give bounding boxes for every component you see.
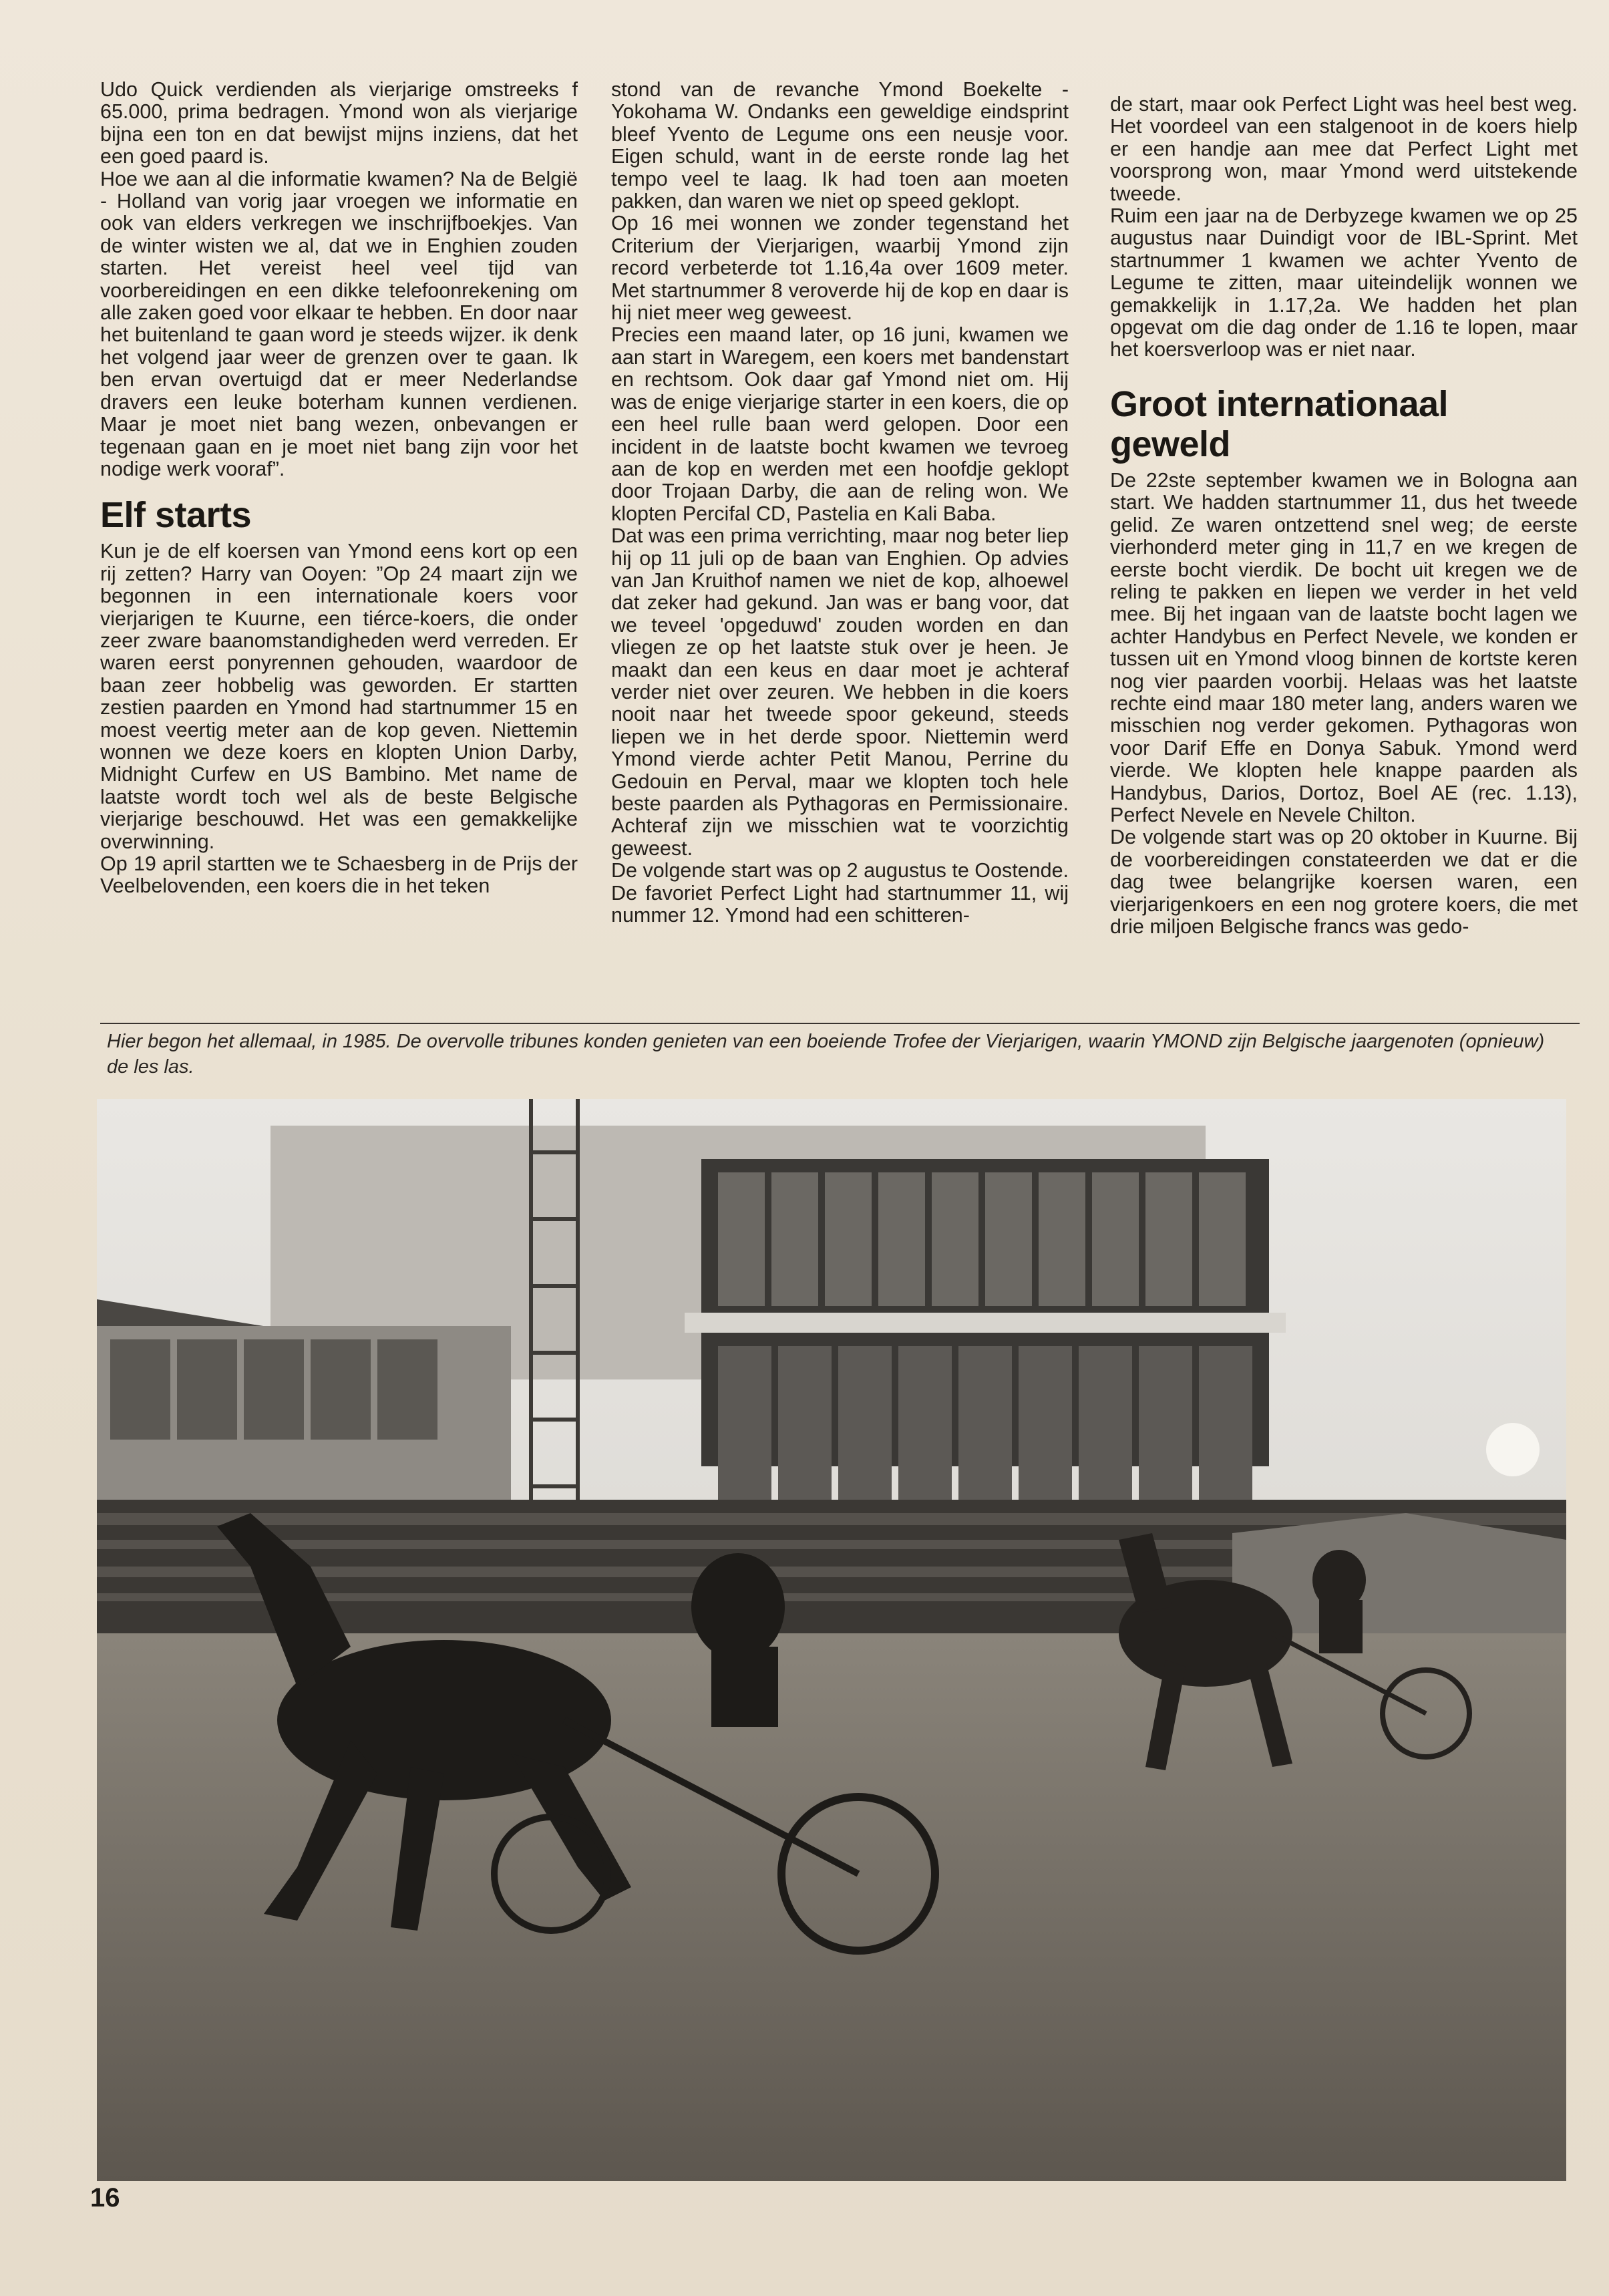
page-number: 16 [90,2183,120,2212]
article-column-3 [1110,94,1578,938]
paragraph: De volgende start was op 2 augustus te Oostende. De favoriet Perfect Light had startnummer 11, wij nummer 12. Ymond had een schitteren- [611,859,1069,927]
paragraph: Precies een maand later, op 16 juni, kwamen we aan start in Waregem, een koers met bandenstart en rechtsom. Ook daar gaf Ymond niet om. Hij was de enige vierjarige starter in een koers, die op een heel rulle baan werd gelopen. Door een incident in de laatste bocht kwamen we tevroeg aan de kop en werden met een hoofdje geklopt door Trojaan Darby, die aan de reling won. We klopten Percifal CD, Pastelia en Kali Baba. [611,323,1069,525]
paragraph: Hoe we aan al die informatie kwamen? Na de België - Holland van vorig jaar vroegen we informatie en ook van elders verkregen we inschrijfboekjes. Van de winter wisten we al, dat we in Enghien zouden starten. Het vereist heel veel tijd van voorbereidingen en een dikke telefoonrekening om alle zaken goed voor elkaar te hebben. En door naar het buitenland te gaan word je steeds wijzer. ik denk het volgend jaar weer de grenzen over te gaan. Ik ben ervan overtuigd dat er meer Nederlandse dravers een leuke boterham kunnen verdienen. Maar je moet niet bang wezen, onbevangen er tegenaan gaan en je moet niet bang zijn voor het nodige werk vooraf”. [100,167,578,480]
photo-caption: Hier begon het allemaal, in 1985. De overvolle tribunes konden genieten van een boeiende Trofee der Vierjarigen, waarin YMOND zijn Belgische jaargenoten (opnieuw) de les las. [107,1031,1545,1078]
paragraph: Op 19 april startten we te Schaesberg in de Prijs der Veelbelovenden, een koers die in het teken [100,852,578,898]
section-heading-elf-starts: Elf starts [100,495,252,536]
paragraph: Udo Quick verdienden als vierjarige omstreeks f 65.000, prima bedragen. Ymond won als vierjarige bijna een ton en dat bewijst mijns inziens, dat het een goed paard is. [100,78,578,168]
harness-racing-photo [97,1099,1566,2181]
paragraph: Dat was een prima verrichting, maar nog beter liep hij op 11 juli op de baan van Enghien. Op advies van Jan Kruithof namen we niet de kop, alhoewel dat zeker had gekund. Jan was er bang voor, dat we teveel 'opgeduwd' zouden worden en dan vliegen ze op het laatste stuk over je heen. Je maakt dan een keus en daar moet je achteraf verder niet over zeuren. We hebben in die koers nooit naar het tweede spoor gekeund, steeds liepen we in het derde spoor. Niettemin werd Ymond vierde achter Petit Manou, Perrine du Gedouin en Perval, maar we klopten toch hele beste paarden als Pythagoras en Permissionaire. Achteraf zijn we misschien wat te voorzichtig geweest. [611,524,1069,860]
paragraph: de start, maar ook Perfect Light was heel best weg. Het voordeel van een stalgenoot in de koers hielp er een handje aan mee dat Perfect Light met voorsprong won, maar Ymond werd uitstekende tweede. [1110,93,1578,205]
caption-divider [100,1023,1580,1024]
paragraph: stond van de revanche Ymond Boekelte - Yokohama W. Ondanks een geweldige eindsprint bleef Yvento de Legume ons een neusje voor. Eigen schuld, want in de eerste ronde lag het tempo veel te laag. Ik had toen aan moeten pakken, dan waren we niet op speed geklopt. [611,78,1069,213]
article-column-2 [611,79,1069,927]
paragraph: Op 16 mei wonnen we zonder tegenstand het Criterium der Vierjarigen, waarbij Ymond zijn record verbeterde tot 1.16,4a over 1609 meter. Met startnummer 8 veroverde hij de kop en daar is hij niet meer weg geweest. [611,212,1069,325]
paragraph: De volgende start was op 20 oktober in Kuurne. Bij de voorbereidingen constateerden we dat er die dag twee belangrijke koersen waren, een vierjarigenkoers en een nog grotere koers, die met drie miljoen Belgische francs was gedo- [1110,826,1578,938]
punch-hole [1486,1423,1540,1476]
section-heading-groot-internationaal-geweld: Groot internationaal geweld [1110,383,1449,464]
paragraph: Ruim een jaar na de Derbyzege kwamen we op 25 augustus naar Duindigt voor de IBL-Sprint. Met startnummer 1 kwamen we achter Yvento de Legume te zitten, maar uiteindelijk wonnen we gemakkelijk in 1.17,2a. We hadden het plan opgevat om die dag onder de 1.16 te lopen, maar het koersverloop was er niet naar. [1110,204,1578,361]
article-column-1 [100,79,578,898]
paragraph: De 22ste september kwamen we in Bologna aan start. We hadden startnummer 11, dus het tweede gelid. Ze waren ontzettend snel weg; de eerste vierhonderd meter ging in 11,7 en we kregen de eerste bocht vierdik. De bocht uit kregen we de reling te pakken en liepen we verder in het veld mee. Bij het ingaan van de laatste bocht lagen we achter Handybus en Perfect Nevele, we konden er tussen uit en Ymond vloog binnen de kortste keren nog vier paarden voorbij. Helaas was het laatste rechte eind maar 180 meter lang, anders waren we misschien nog verder gekomen. Pythagoras won voor Darif Effe en Donya Sabuk. Ymond werd vierde. We klopten hele knappe paarden als Handybus, Darios, Dortoz, Boel AE (rec. 1.13), Perfect Nevele en Nevele Chilton. [1110,468,1578,826]
paragraph: Kun je de elf koersen van Ymond eens kort op een rij zetten? Harry van Ooyen: ”Op 24 maart zijn we begonnen in een internationale koers voor vierjarigen te Kuurne, een tiérce-koers, die onder zeer zware baanomstandigheden werd verreden. Er waren eerst ponyrennen gehouden, waardoor de baan zeer hobbelig was geworden. Er startten zestien paarden en Ymond had startnummer 15 en moest veertig meter aan de kop geven. Niettemin wonnen we deze koers en klopten Union Darby, Midnight Curfew en US Bambino. Met name de laatste wordt toch wel als de beste Belgische vierjarige beschouwd. Het was een gemakkelijke overwinning. [100,540,578,853]
